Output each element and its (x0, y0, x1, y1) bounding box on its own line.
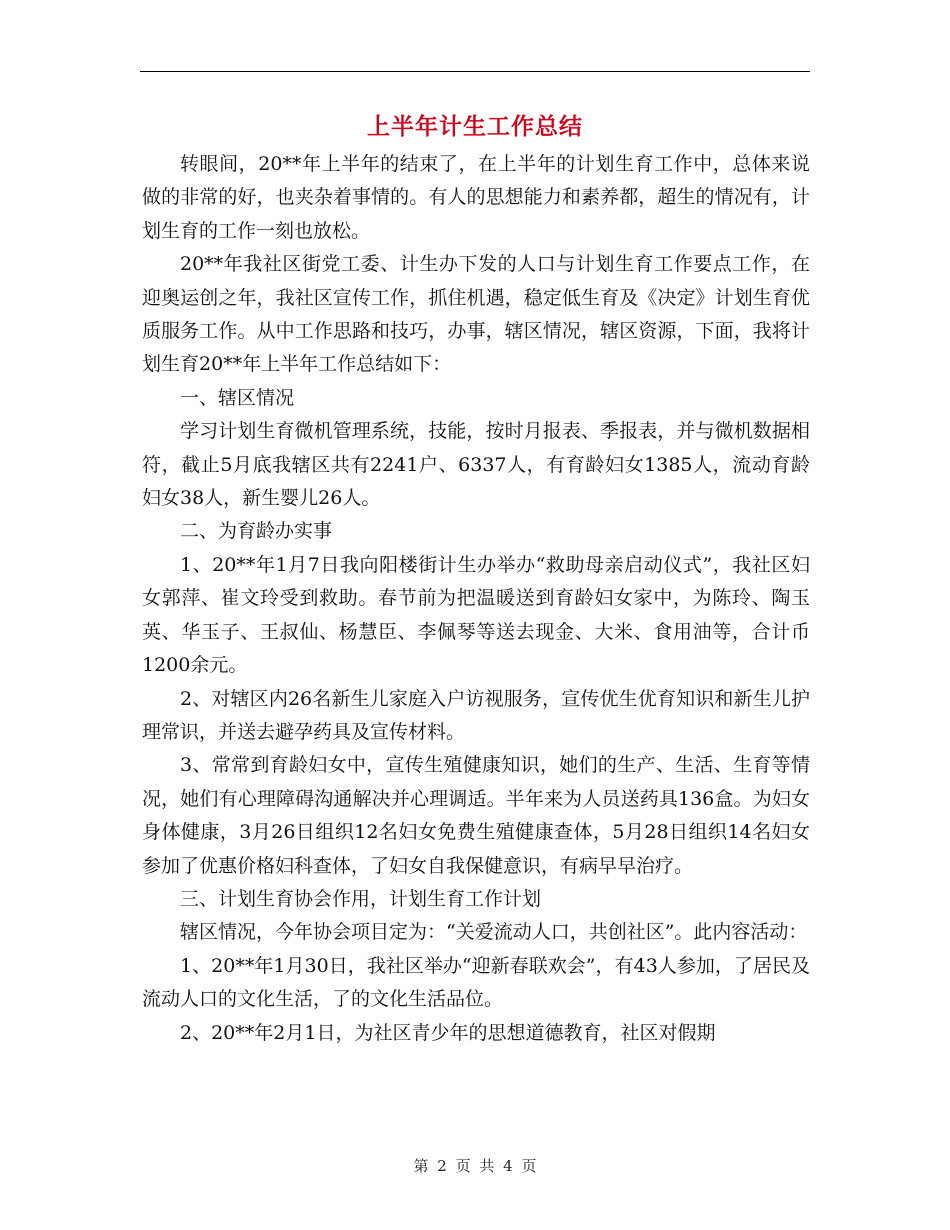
header-rule (140, 71, 810, 72)
document-body (142, 148, 810, 1050)
paragraph: 辖区情况，今年协会项目定为：“关爱流动人口，共创社区”。此内容活动： (180, 921, 808, 944)
section-heading: 三、计划生育协会作用，计划生育工作计划 (180, 887, 542, 910)
paragraph: 1、20**年1月30日，我社区举办“迎新春联欢会”，有43人参加，了居民及流动人口的文化生活，了的文化生活品位。 (142, 954, 810, 1011)
paragraph: 2、20**年2月1日，为社区青少年的思想道德教育，社区对假期 (180, 1021, 716, 1044)
section-heading: 一、辖区情况 (180, 386, 295, 409)
paragraph: 2、对辖区内26名新生儿家庭入户访视服务，宣传优生优育知识和新生儿护理常识，并送去避孕药具及宣传材料。 (142, 687, 810, 743)
paragraph: 20**年我社区街党工委、计生办下发的人口与计划生育工作要点工作，在迎奥运创之年，我社区宣传工作，抓住机遇，稳定低生育及《决定》计划生育优质服务工作。从中工作思路和技巧，办事，辖区情况，辖区资源，下面，我将计划生育20**年上半年工作总结如下： (142, 253, 810, 376)
paragraph: 转眼间，20**年上半年的结束了，在上半年的计划生育工作中，总体来说做的非常的好，也夹杂着事情的。有人的思想能力和素养都，超生的情况有，计划生育的工作一刻也放松。 (142, 153, 810, 242)
section-heading: 二、为育龄办实事 (180, 520, 333, 543)
paragraph: 1、20**年1月7日我向阳楼街计生办举办“救助母亲启动仪式”，我社区妇女郭萍、崔文玲受到救助。春节前为把温暖送到育龄妇女家中，为陈玲、陶玉英、华玉子、王叔仙、杨慧臣、李佩琴等送去现金、大米、食用油等，合计币1200余元。 (142, 553, 810, 677)
paragraph: 3、常常到育龄妇女中，宣传生殖健康知识，她们的生产、生活、生育等情况，她们有心理障碍沟通解决并心理调适。半年来为人员送药具136盒。为妇女身体健康，3月26日组织12名妇女免费生殖健康查体，5月28日组织14名妇女参加了优惠价格妇科查体，了妇女自我保健意识，有病早早治疗。 (142, 754, 810, 877)
page-number-footer: 第 2 页 共 4 页 (413, 1157, 537, 1175)
document-title: 上半年计生工作总结 (367, 113, 583, 140)
paragraph: 学习计划生育微机管理系统，技能，按时月报表、季报表，并与微机数据相符，截止5月底我辖区共有2241户、6337人，有育龄妇女1385人，流动育龄妇女38人，新生婴儿26人。 (142, 420, 810, 510)
